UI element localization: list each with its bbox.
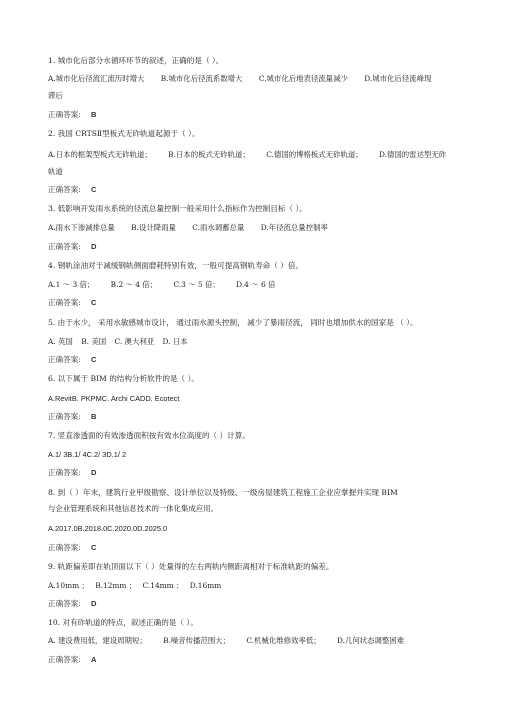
answer-6 <box>48 412 96 422</box>
option-b: B.2 ～ 4 倍； <box>110 280 158 289</box>
question-2-options <box>48 150 446 160</box>
answer-letter: D <box>90 599 97 608</box>
answer-label: 正确答案: <box>48 599 81 608</box>
option-b: B. 美国 <box>81 337 107 346</box>
answer-label: 正确答案: <box>48 655 81 664</box>
option-c: C.机械化维修效率低； <box>246 636 321 645</box>
question-6-options: A.RevitB. PKPMC. Archi CADD. Ecotect <box>48 394 180 403</box>
answer-label: 正确答案: <box>48 242 81 251</box>
question-4-options <box>48 280 275 290</box>
question-7-options: A.1/ 3B.1/ 4C.2/ 3D.1/ 2 <box>48 450 127 459</box>
question-4-text: 4. 钢轨涂油对于减缓钢轨侧面磨耗特别有效，一般可提高钢轨寿命（ ）倍。 <box>48 261 304 270</box>
question-6-text: 6. 以下属于 BIM 的结构分析软件的是（ ）。 <box>48 374 199 383</box>
question-7-text: 7. 竖直渗透面的有效渗透面积按有效水位高度的（ ）计算。 <box>48 431 250 440</box>
question-8-text: 8. 到（ ）年末，建筑行业甲级勘察、设计单位以及特级、一级房屋建筑工程施工企业应掌握并实现 BIM <box>48 488 398 497</box>
option-a: A.日本的框架型板式无砟轨道； <box>48 150 152 159</box>
question-10-text: 10. 对有砟轨道的特点，叙述正确的是（ ）。 <box>48 618 198 627</box>
question-3-text: 3. 低影响开发雨水系统的径流总量控制一般采用什么指标作为控制目标（ ）。 <box>48 204 307 213</box>
answer-4 <box>48 298 96 308</box>
option-c: C. 澳大利亚 <box>114 337 155 346</box>
option-a: A. 建设费用低，建设周期短； <box>48 636 147 645</box>
question-3-options <box>48 223 328 233</box>
answer-3 <box>48 242 96 252</box>
question-9-options <box>48 581 221 591</box>
answer-letter: D <box>90 242 97 251</box>
answer-label: 正确答案: <box>48 110 81 119</box>
question-1-continuation: 滞后 <box>48 91 63 100</box>
option-c: C.14mm ； <box>142 581 184 590</box>
option-c: C.雨水调蓄总量 <box>192 223 245 232</box>
answer-label: 正确答案: <box>48 412 81 421</box>
question-2-text: 2. 我国 CRTSⅡ型板式无砟轨道起源于（ ）。 <box>48 129 200 138</box>
question-1-text: 1. 城市化后部分水循环环节的叙述，正确的是（ ）。 <box>48 56 224 65</box>
option-b: B.城市化后径流系数增大 <box>160 74 243 83</box>
question-8-continuation: 与企业管理系统和其他信息技术的一体化集成应用。 <box>48 504 218 513</box>
option-d: D.年径流总量控制率 <box>260 223 328 232</box>
option-b: B.日本的板式无砟轨道； <box>168 150 250 159</box>
answer-letter: D <box>90 468 97 477</box>
answer-letter: C <box>90 355 97 364</box>
option-c: C.德国的博格板式无砟轨道； <box>266 150 363 159</box>
option-d: D.几何状态调整困难 <box>336 636 405 645</box>
answer-letter: C <box>90 298 97 307</box>
question-9-text: 9. 轨距偏差即在轨顶面以下（ ）处量得的左右两轨内侧距离相对于标准轨距的偏差。 <box>48 562 334 571</box>
option-b: B.12mm ； <box>95 581 137 590</box>
answer-letter: B <box>90 110 97 119</box>
answer-letter: C <box>90 185 97 194</box>
question-2-continuation: 轨道 <box>48 167 63 176</box>
option-c: C.3 ～ 5 倍； <box>173 280 220 289</box>
option-d: D.城市化后径流峰现 <box>364 74 432 83</box>
answer-letter: C <box>90 543 97 552</box>
question-5-text: 5. 由于水少， 采用水敏感城市设计， 通过雨水源头控制， 减少了暴雨径流， 同时也增加供水的国家是 （ ）。 <box>48 318 418 327</box>
answer-label: 正确答案: <box>48 185 81 194</box>
answer-label: 正确答案: <box>48 355 81 364</box>
answer-label: 正确答案: <box>48 543 81 552</box>
answer-7 <box>48 468 96 478</box>
option-a: A. 英国 <box>48 337 73 346</box>
answer-2 <box>48 185 96 195</box>
question-8-options: A.2017.0B.2018.0C.2020.0D.2025.0 <box>48 524 168 533</box>
option-d: D.4 ～ 6 倍 <box>236 280 276 289</box>
option-c: C.城市化后地表径流量减少 <box>258 74 348 83</box>
option-a: A.10mm ； <box>48 581 89 590</box>
answer-letter: A <box>90 655 97 664</box>
option-d: D. 日本 <box>162 337 188 346</box>
answer-1 <box>48 110 96 120</box>
answer-5 <box>48 355 96 365</box>
option-a: A.城市化后径流汇流历时增大 <box>48 74 145 83</box>
option-d: D.德国的雷达型无砟 <box>379 150 447 159</box>
answer-10 <box>48 655 96 665</box>
answer-9 <box>48 599 96 609</box>
option-a: A.1 ～ 3 倍； <box>48 280 95 289</box>
option-d: D.16mm <box>189 581 222 590</box>
answer-label: 正确答案: <box>48 298 81 307</box>
answer-letter: B <box>90 412 97 421</box>
option-b: B.设计降雨量 <box>131 223 176 232</box>
option-a: A.雨水下渗减排总量 <box>48 223 115 232</box>
answer-8 <box>48 543 96 553</box>
option-b: B.噪音传播范围大； <box>163 636 230 645</box>
question-5-options <box>48 337 188 347</box>
question-10-options <box>48 636 404 646</box>
question-1-options <box>48 74 431 84</box>
answer-label: 正确答案: <box>48 468 81 477</box>
